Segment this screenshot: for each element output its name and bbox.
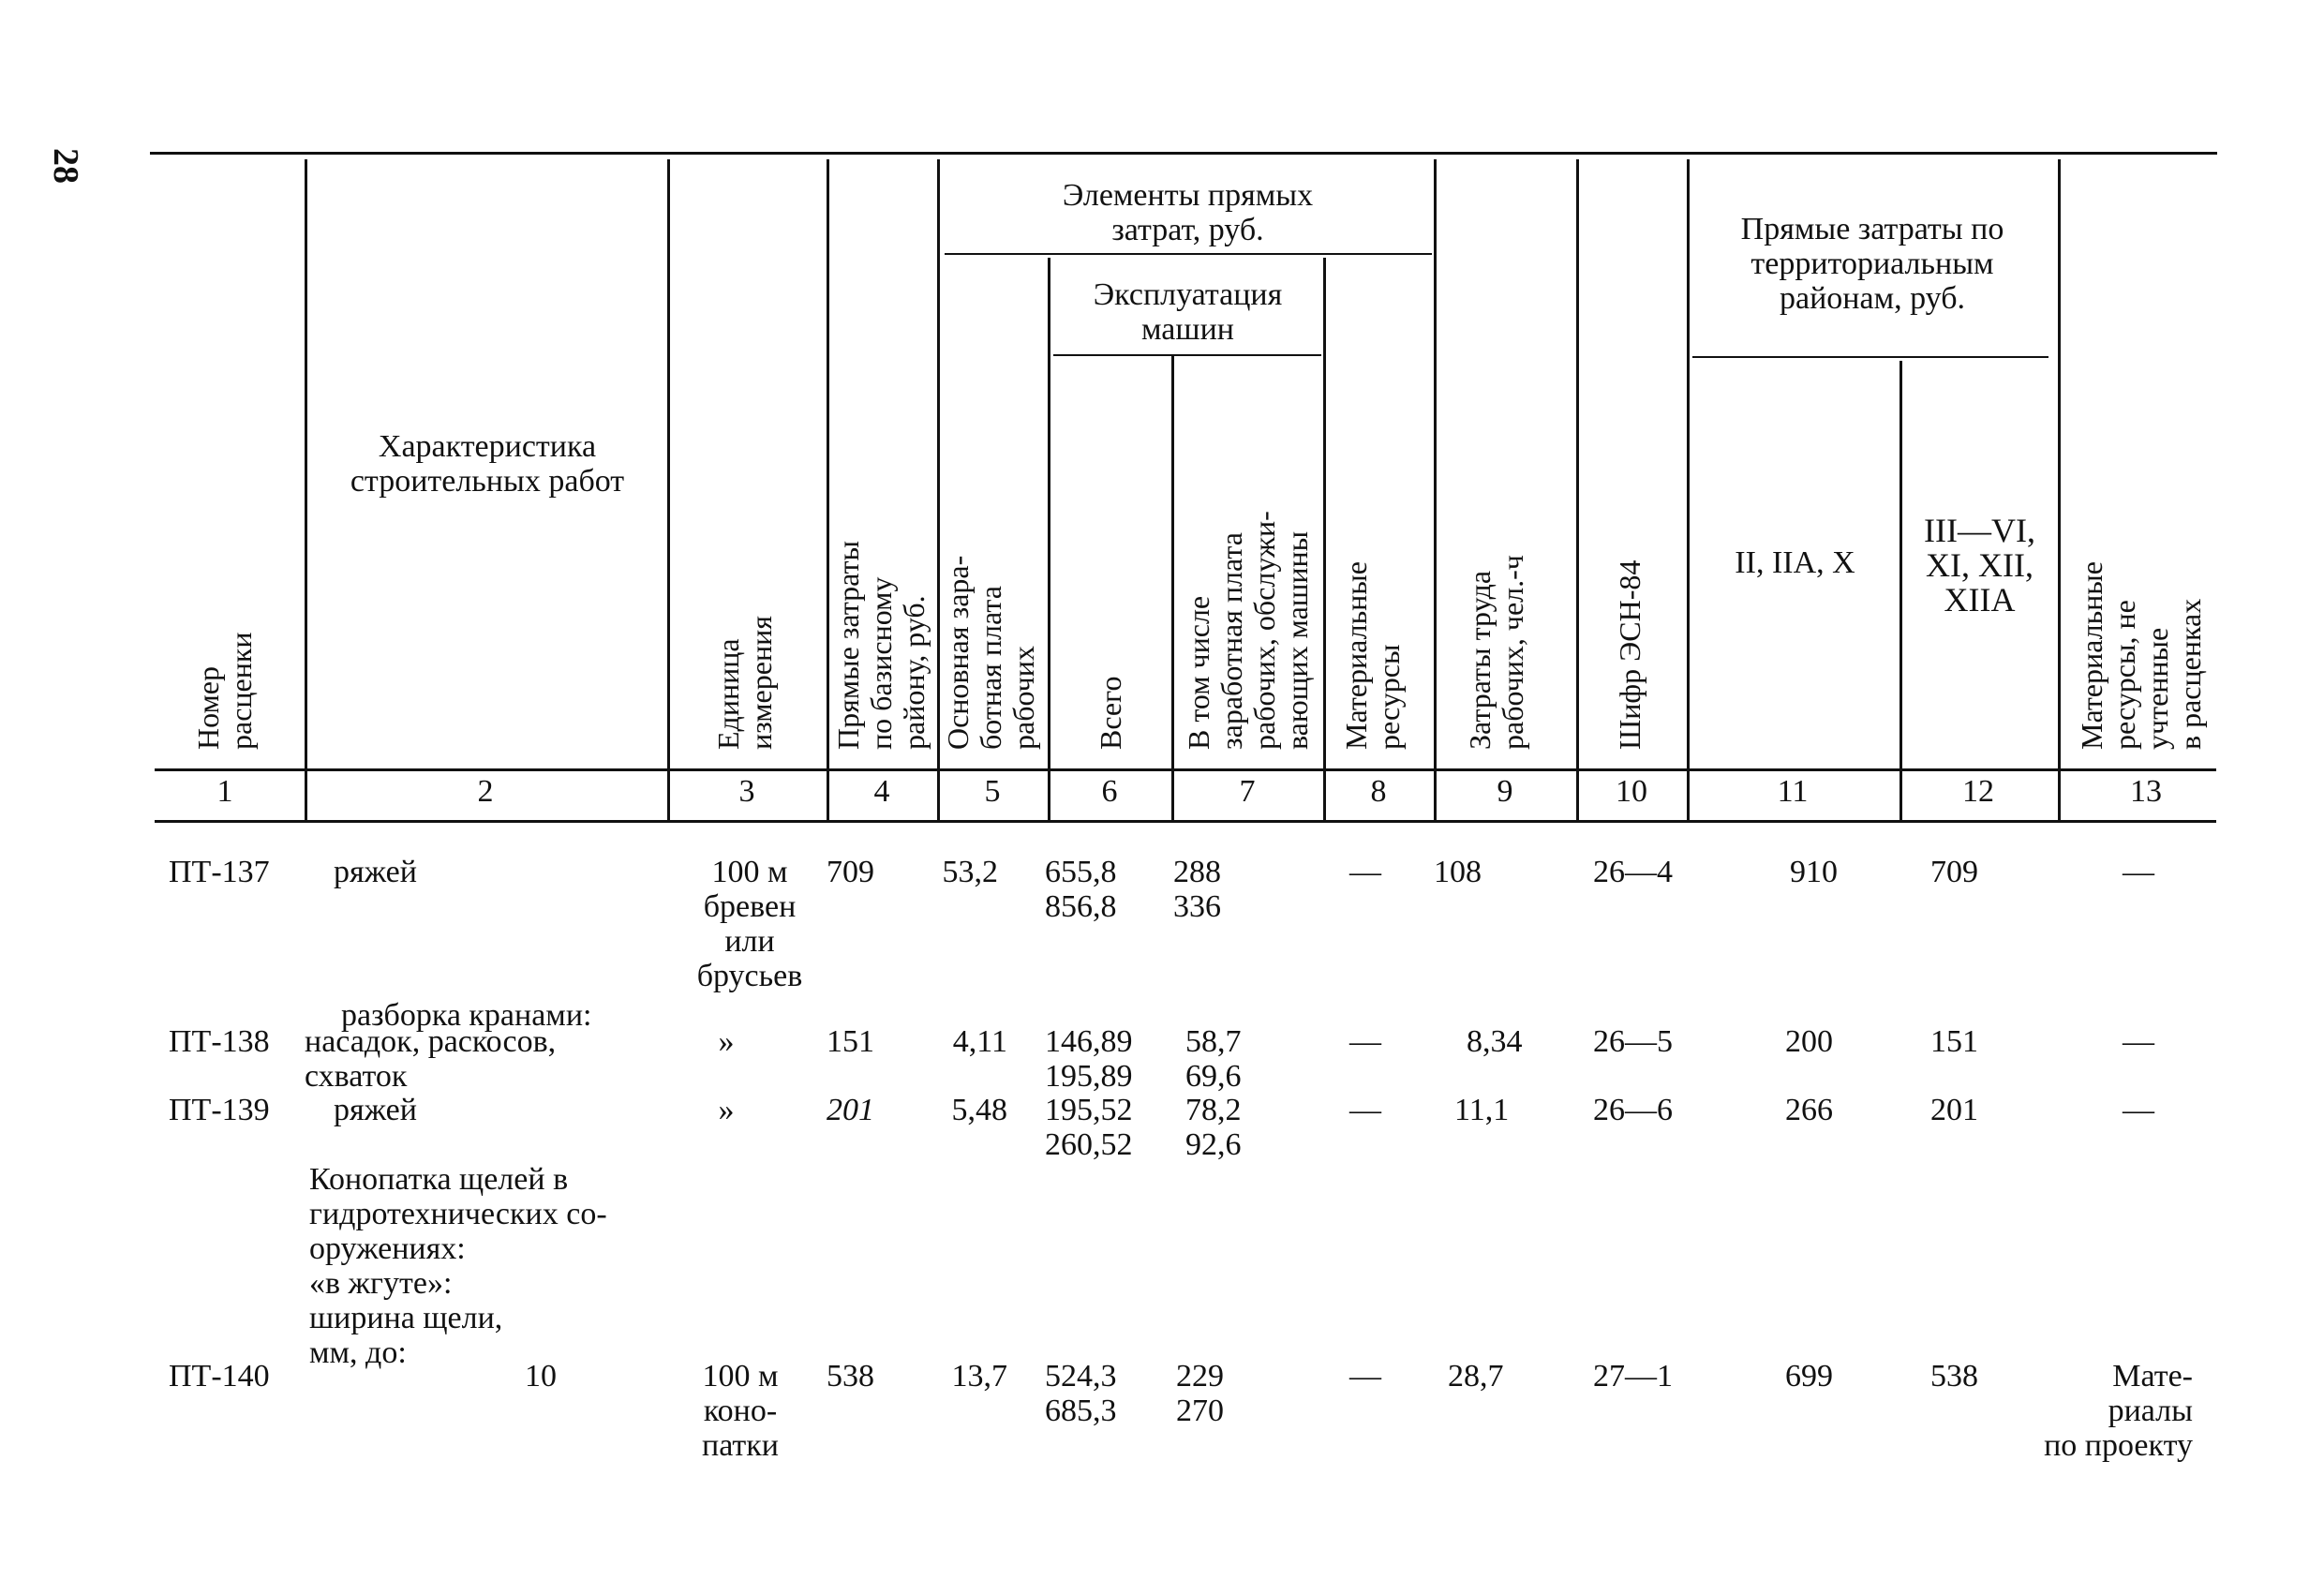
header-col3: Единица измерения bbox=[711, 616, 778, 750]
col-sep-6 bbox=[1171, 356, 1174, 820]
row-code: ПТ-138 bbox=[169, 1024, 270, 1059]
row-description: ряжей bbox=[334, 855, 417, 889]
header-col10: Шифр ЭСН-84 bbox=[1613, 559, 1646, 750]
row-c6: 146,89 195,89 bbox=[1045, 1024, 1133, 1094]
column-number: 1 bbox=[216, 774, 233, 809]
row-code: ПТ-139 bbox=[169, 1093, 270, 1127]
row-c12: 709 bbox=[1930, 855, 1978, 889]
row-unit: 100 м коно- патки bbox=[702, 1359, 779, 1463]
column-number: 13 bbox=[2130, 774, 2162, 809]
row-c10: 27—1 bbox=[1593, 1359, 1673, 1394]
section-heading: разборка кранами: bbox=[341, 998, 592, 1033]
header-characteristic: Характеристика строительных работ bbox=[350, 429, 625, 499]
column-number: 4 bbox=[873, 774, 890, 809]
header-col6: Всего bbox=[1094, 676, 1127, 750]
column-number: 5 bbox=[984, 774, 1001, 809]
row-c4: 201 bbox=[827, 1093, 874, 1127]
row-description: ряжей bbox=[334, 1093, 417, 1127]
row-c13: — bbox=[2123, 1024, 2154, 1059]
row-c10: 26—5 bbox=[1593, 1024, 1673, 1059]
header-elements-group: Элементы прямых затрат, руб. bbox=[1062, 178, 1314, 247]
row-c10: 26—6 bbox=[1593, 1093, 1673, 1127]
row-unit: » bbox=[718, 1024, 735, 1059]
column-number: 3 bbox=[738, 774, 755, 809]
table-top-rule bbox=[150, 152, 2217, 155]
row-c4: 538 bbox=[827, 1359, 874, 1394]
row-description: насадок, раскосов, схваток bbox=[305, 1024, 557, 1094]
header-col4: Прямые затраты по базисному району, руб. bbox=[831, 540, 931, 750]
column-numbers-rule bbox=[155, 820, 2216, 823]
elements-group-rule bbox=[945, 253, 1432, 255]
row-c7: 288 336 bbox=[1173, 855, 1221, 924]
row-c9: 8,34 bbox=[1467, 1024, 1523, 1059]
row-c9: 28,7 bbox=[1448, 1359, 1504, 1394]
row-c5: 4,11 bbox=[952, 1024, 1007, 1059]
regions-group-rule bbox=[1692, 356, 2048, 358]
header-regions-group: Прямые затраты по территориальным районам, руб. bbox=[1740, 212, 2004, 316]
column-number: 7 bbox=[1239, 774, 1256, 809]
header-col8: Материальные ресурсы bbox=[1339, 560, 1406, 750]
header-col13: Материальные ресурсы, не учтенные в расценках bbox=[2075, 560, 2207, 750]
row-c11: 910 bbox=[1790, 855, 1838, 889]
col-sep-3 bbox=[827, 159, 829, 820]
col-sep-2 bbox=[667, 159, 670, 820]
row-c7: 229 270 bbox=[1176, 1359, 1224, 1428]
row-unit: » bbox=[718, 1093, 735, 1127]
row-c8: — bbox=[1349, 1359, 1381, 1394]
row-description: 10 bbox=[525, 1359, 557, 1394]
row-c7: 78,2 92,6 bbox=[1185, 1093, 1242, 1162]
header-col12: III—VI, XI, XII, XIIА bbox=[1924, 512, 2035, 619]
column-number: 12 bbox=[1962, 774, 1994, 809]
row-c5: 53,2 bbox=[942, 855, 998, 889]
header-col7: В том числе заработная плата рабочих, обслужи- вающих машины bbox=[1182, 511, 1314, 750]
col-sep-1 bbox=[305, 159, 307, 820]
row-unit: 100 м бревен или брусьев bbox=[696, 855, 803, 993]
row-c6: 655,8 856,8 bbox=[1045, 855, 1117, 924]
row-c4: 151 bbox=[827, 1024, 874, 1059]
row-c11: 699 bbox=[1785, 1359, 1833, 1394]
col-sep-12 bbox=[2058, 159, 2061, 820]
header-col1: Номер расценки bbox=[191, 632, 258, 750]
row-c13: Мате- риалы по проекту bbox=[2044, 1359, 2193, 1463]
col-sep-11 bbox=[1899, 361, 1902, 820]
row-c8: — bbox=[1349, 1024, 1381, 1059]
page-number: 28 bbox=[46, 148, 85, 184]
column-number: 10 bbox=[1616, 774, 1647, 809]
row-c11: 200 bbox=[1785, 1024, 1833, 1059]
row-code: ПТ-140 bbox=[169, 1359, 270, 1394]
column-number: 2 bbox=[477, 774, 494, 809]
col-sep-8 bbox=[1434, 159, 1437, 820]
col-sep-5 bbox=[1048, 258, 1050, 820]
row-c8: — bbox=[1349, 855, 1381, 889]
header-bottom-rule bbox=[155, 768, 2216, 771]
machines-group-rule bbox=[1053, 354, 1321, 356]
row-c4: 709 bbox=[827, 855, 874, 889]
row-c5: 13,7 bbox=[951, 1359, 1007, 1394]
row-c10: 26—4 bbox=[1593, 855, 1673, 889]
row-c6: 195,52 260,52 bbox=[1045, 1093, 1133, 1162]
header-machines-group: Эксплуатация машин bbox=[1093, 277, 1283, 347]
row-c12: 151 bbox=[1930, 1024, 1978, 1059]
col-sep-10 bbox=[1687, 159, 1690, 820]
col-sep-7 bbox=[1323, 258, 1326, 820]
row-c6: 524,3 685,3 bbox=[1045, 1359, 1117, 1428]
header-col5: Основная зара- ботная плата рабочих bbox=[941, 555, 1040, 750]
header-col11: II, IIА, Х bbox=[1735, 545, 1855, 580]
row-c8: — bbox=[1349, 1093, 1381, 1127]
section-heading: Конопатка щелей в гидротехнических со- оружениях: «в жгуте»: ширина щели, мм, до: bbox=[309, 1162, 607, 1370]
header-col9: Затраты труда рабочих, чел.-ч bbox=[1463, 555, 1529, 750]
column-number: 8 bbox=[1370, 774, 1387, 809]
row-c9: 11,1 bbox=[1454, 1093, 1510, 1127]
row-c12: 201 bbox=[1930, 1093, 1978, 1127]
row-c13: — bbox=[2123, 855, 2154, 889]
row-c5: 5,48 bbox=[951, 1093, 1007, 1127]
row-c7: 58,7 69,6 bbox=[1185, 1024, 1242, 1094]
column-number: 6 bbox=[1101, 774, 1118, 809]
row-c11: 266 bbox=[1785, 1093, 1833, 1127]
row-c12: 538 bbox=[1930, 1359, 1978, 1394]
col-sep-4 bbox=[937, 159, 940, 820]
row-c13: — bbox=[2123, 1093, 2154, 1127]
column-number: 9 bbox=[1497, 774, 1513, 809]
row-code: ПТ-137 bbox=[169, 855, 270, 889]
column-number: 11 bbox=[1777, 774, 1809, 809]
col-sep-9 bbox=[1576, 159, 1579, 820]
row-c9: 108 bbox=[1434, 855, 1482, 889]
